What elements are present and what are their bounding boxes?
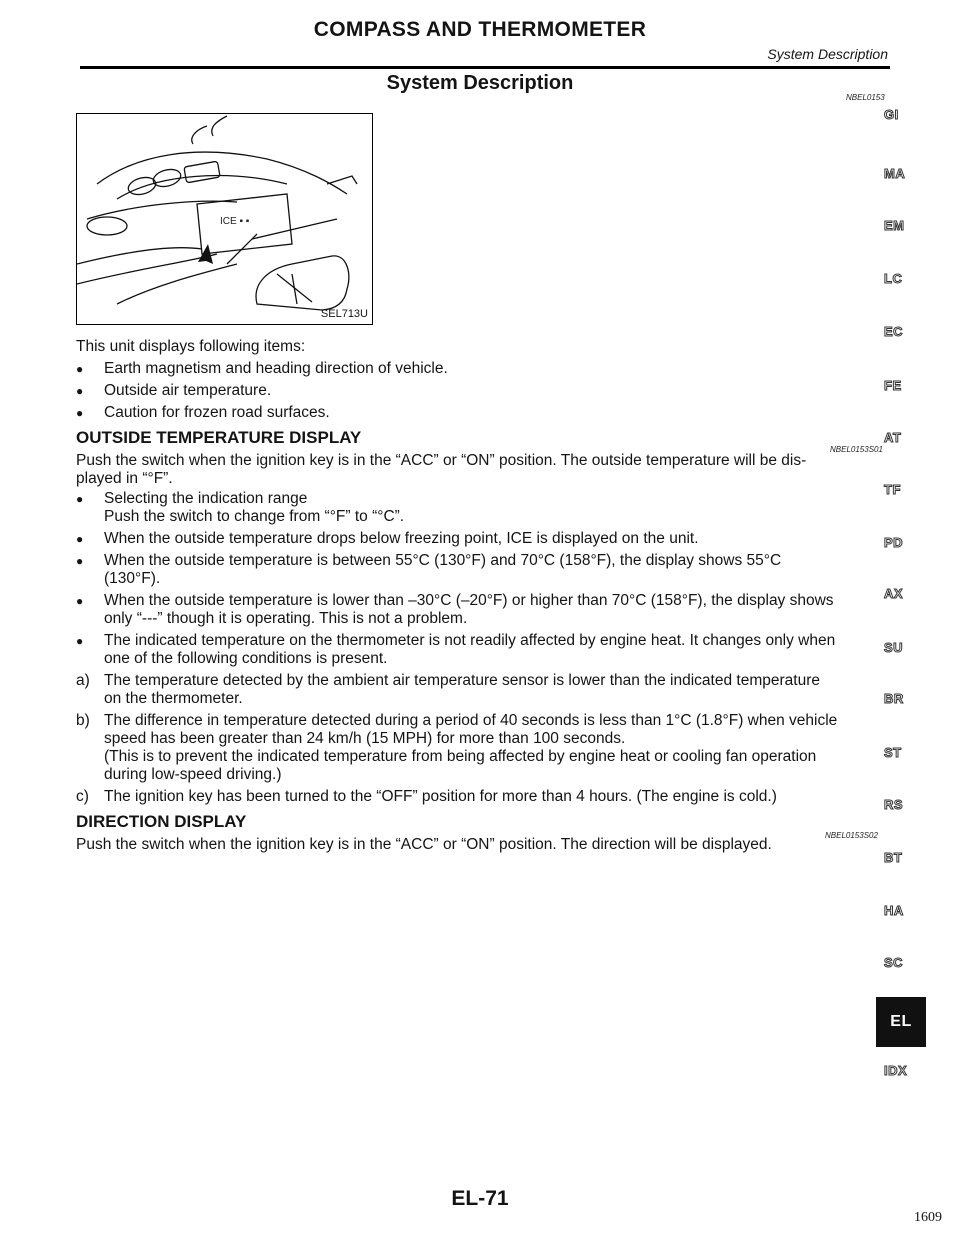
bullet-text: The indicated temperature on the thermometer is not readily affected by engine heat. It changes only when [104, 632, 836, 649]
bullet-item [76, 552, 83, 570]
condition-text: The temperature detected by the ambient air temperature sensor is lower than the indicated temperature [104, 672, 820, 689]
condition-text: (This is to prevent the indicated temperature from being affected by engine heat or cooling fan operation [104, 748, 817, 765]
bullet-item [76, 490, 83, 508]
reference-code: NBEL0153S02 [825, 831, 878, 840]
condition-text: on the thermometer. [104, 690, 243, 707]
bullet-icon: ● [76, 634, 84, 648]
condition-text: The ignition key has been turned to the “OFF” position for more than 4 hours. (The engine is cold.) [104, 788, 777, 805]
bullet-text: When the outside temperature is between 55°C (130°F) and 70°C (158°F), the display shows 55°C [104, 552, 782, 569]
tab-tf[interactable]: TF [884, 482, 901, 497]
tab-sc[interactable]: SC [884, 955, 904, 970]
intro-list-item [76, 360, 83, 378]
reference-code: NBEL0153 [846, 93, 885, 102]
page-number: 1609 [914, 1210, 942, 1225]
tab-pd[interactable]: PD [884, 535, 904, 550]
bullet-text: When the outside temperature drops below freezing point, ICE is displayed on the unit. [104, 530, 699, 547]
svg-text:ICE ▪ ▪: ICE ▪ ▪ [220, 216, 250, 227]
bullet-text: Push the switch to change from “°F” to “°C”. [104, 508, 405, 525]
intro-list-item [76, 382, 83, 400]
section-title: System Description [386, 72, 574, 94]
tab-idx[interactable]: IDX [884, 1063, 908, 1078]
tab-bt[interactable]: BT [884, 850, 903, 865]
bullet-item [76, 592, 83, 610]
tab-br[interactable]: BR [884, 691, 904, 706]
bullet-icon: ● [76, 492, 84, 506]
intro-list-text: Caution for frozen road surfaces. [104, 404, 330, 421]
bullet-text: When the outside temperature is lower than –30°C (–20°F) or higher than 70°C (158°F), the display shows [104, 592, 834, 609]
bullet-icon: ● [76, 362, 84, 376]
bullet-text: Selecting the indication range [104, 490, 308, 507]
tab-ha[interactable]: HA [884, 903, 904, 918]
bullet-text: only “---” though it is operating. This is not a problem. [104, 610, 468, 627]
bullet-icon: ● [76, 594, 84, 608]
figure-label: SEL713U [320, 308, 368, 320]
bullet-icon: ● [76, 554, 84, 568]
page-code: EL-71 [451, 1187, 509, 1210]
console-illustration [77, 114, 371, 323]
section-heading-direction: DIRECTION DISPLAY [76, 812, 247, 831]
condition-text: during low-speed driving.) [104, 766, 282, 783]
paragraph-line: Push the switch when the ignition key is in the “ACC” or “ON” position. The outside temperature will be dis- [76, 452, 807, 469]
intro-list-text: Outside air temperature. [104, 382, 272, 399]
intro-list-text: Earth magnetism and heading direction of vehicle. [104, 360, 448, 377]
tab-ma[interactable]: MA [884, 166, 906, 181]
tab-lc[interactable]: LC [884, 271, 903, 286]
tab-el-active[interactable]: EL [876, 997, 926, 1047]
bullet-item [76, 632, 83, 650]
header-subtitle: System Description [767, 46, 888, 62]
tab-em[interactable]: EM [884, 218, 905, 233]
tab-rs[interactable]: RS [884, 797, 904, 812]
tab-fe[interactable]: FE [884, 378, 902, 393]
condition-label: b) [76, 712, 90, 729]
tab-at[interactable]: AT [884, 430, 902, 445]
condition-label: a) [76, 672, 90, 689]
tab-su[interactable]: SU [884, 640, 904, 655]
section-heading-outside-temperature: OUTSIDE TEMPERATURE DISPLAY [76, 428, 362, 447]
tab-ec[interactable]: EC [884, 324, 904, 339]
reference-code: NBEL0153S01 [830, 445, 883, 454]
header-rule [80, 66, 890, 69]
bullet-icon: ● [76, 406, 84, 420]
figure-overhead-console [76, 113, 373, 325]
bullet-text: one of the following conditions is present. [104, 650, 388, 667]
intro-text: This unit displays following items: [76, 338, 306, 355]
tab-ax[interactable]: AX [884, 586, 904, 601]
header-title: COMPASS AND THERMOMETER [313, 18, 647, 41]
tab-st[interactable]: ST [884, 745, 902, 760]
paragraph-line: Push the switch when the ignition key is in the “ACC” or “ON” position. The direction will be displayed. [76, 836, 772, 853]
bullet-icon: ● [76, 532, 84, 546]
bullet-item [76, 530, 83, 548]
condition-label: c) [76, 788, 89, 805]
intro-list-item [76, 404, 83, 422]
tab-gi[interactable]: GI [884, 107, 899, 122]
bullet-icon: ● [76, 384, 84, 398]
paragraph-line: played in “°F”. [76, 470, 173, 487]
bullet-text: (130°F). [104, 570, 161, 587]
condition-text: speed has been greater than 24 km/h (15 MPH) for more than 100 seconds. [104, 730, 626, 747]
condition-text: The difference in temperature detected during a period of 40 seconds is less than 1°C (1.8°F) when vehicle [104, 712, 838, 729]
